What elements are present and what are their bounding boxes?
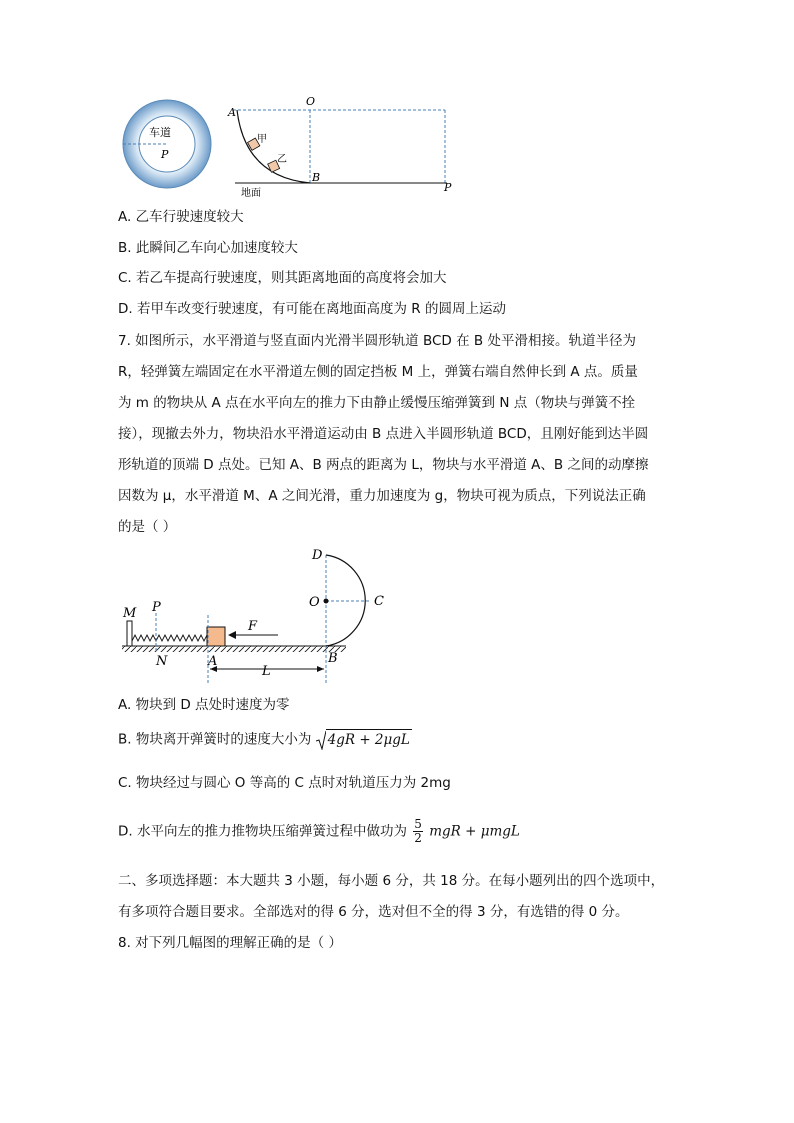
- q7-line-1: 7. 如图所示，水平滑道与竖直面内光滑半圆形轨道 BCD 在 B 处平滑相接。轨道半径为: [118, 333, 636, 349]
- q7-option-b-text: B. 物块离开弹簧时的速度大小为: [118, 731, 312, 748]
- center-O: [324, 599, 329, 604]
- section2-line-2: 有多项符合题目要求。全部选对的得 6 分，选对但不全的得 3 分，有选错的得 0 分。: [118, 904, 629, 920]
- fig2-label-F: F: [248, 619, 258, 634]
- fig1-label-O: O: [306, 95, 316, 108]
- q7-option-d: [118, 818, 520, 845]
- q6-option-a: A. 乙车行驶速度较大: [118, 209, 244, 225]
- fig2-label-M: M: [123, 606, 137, 621]
- fig1-ground-label: 地面: [241, 188, 261, 199]
- fig2-label-N: N: [156, 654, 168, 669]
- q7-line-4: 接），现撤去外力，物块沿水平滑道运动由 B 点进入半圆形轨道 BCD，且刚好能到达半圆: [118, 426, 649, 442]
- q7-option-d-expression: mgR + μmgL: [429, 823, 520, 840]
- q7-line-3: 为 m 的物块从 A 点在水平向左的推力下由静止缓慢压缩弹簧到 N 点（物块与弹簧不拴: [118, 395, 636, 411]
- q6-option-c: C. 若乙车提高行驶速度，则其距离地面的高度将会加大: [118, 270, 447, 286]
- q7-line-5: 形轨道的顶端 D 点处。已知 A、B 两点的距离为 L，物块与水平滑道 A、B 之间的动摩擦: [118, 457, 649, 473]
- q8-stem: 8. 对下列几幅图的理解正确的是（ ）: [118, 935, 342, 951]
- block: [207, 627, 225, 646]
- q6-option-b: B. 此瞬间乙车向心加速度较大: [118, 240, 298, 256]
- q7-option-b: [118, 729, 412, 750]
- fig2-label-D: D: [312, 548, 323, 563]
- q7-line-7: 的是（ ）: [118, 519, 177, 535]
- fig2-label-C: C: [374, 594, 384, 609]
- fig2-label-L: L: [262, 664, 271, 679]
- fig1-label-B: B: [312, 171, 321, 184]
- q7-line-2: R，轻弹簧左端固定在水平滑道左侧的固定挡板 M 上，弹簧右端自然伸长到 A 点。质量: [118, 364, 638, 380]
- fig1-label-jia: 甲: [257, 134, 267, 145]
- fig1-label-P: P: [444, 181, 452, 194]
- fig2-label-B: B: [328, 651, 338, 666]
- fig2-label-A: A: [208, 654, 218, 669]
- track-arc: [237, 110, 310, 183]
- q7-option-c: C. 物块经过与圆心 O 等高的 C 点时对轨道压力为 2mg: [118, 775, 451, 791]
- fig1-label-yi: 乙: [277, 154, 287, 165]
- ring-center-label: P: [161, 148, 169, 161]
- section2-line-1: 二、多项选择题：本大题共 3 小题，每小题 6 分，共 18 分。在每小题列出的四个选项中，: [118, 873, 665, 889]
- spring: [132, 635, 207, 641]
- q7-line-6: 因数为 μ，水平滑道 M、A 之间光滑，重力加速度为 g，物块可视为质点，下列说法正确: [118, 488, 646, 504]
- fig1-label-A: A: [228, 106, 236, 119]
- sqrt-expression: [316, 729, 412, 750]
- figure-ring-track: [115, 92, 465, 204]
- figure-spring-track: [118, 545, 398, 685]
- fig2-label-O: O: [309, 595, 320, 610]
- ring-label: 车道: [149, 126, 171, 139]
- q7-option-d-text: D. 水平向左的推力推物块压缩弹簧过程中做功为: [118, 823, 407, 840]
- wall-M: [127, 621, 132, 646]
- fraction-denominator: 2: [414, 831, 422, 845]
- fraction: [413, 818, 423, 845]
- q6-option-d: D. 若甲车改变行驶速度，有可能在离地面高度为 R 的圆周上运动: [118, 301, 506, 317]
- sqrt-radicand: 4gR + 2μgL: [326, 729, 412, 750]
- fraction-numerator: 5: [414, 817, 422, 831]
- q7-option-a: A. 物块到 D 点处时速度为零: [118, 697, 290, 713]
- fig2-label-P: P: [152, 600, 161, 615]
